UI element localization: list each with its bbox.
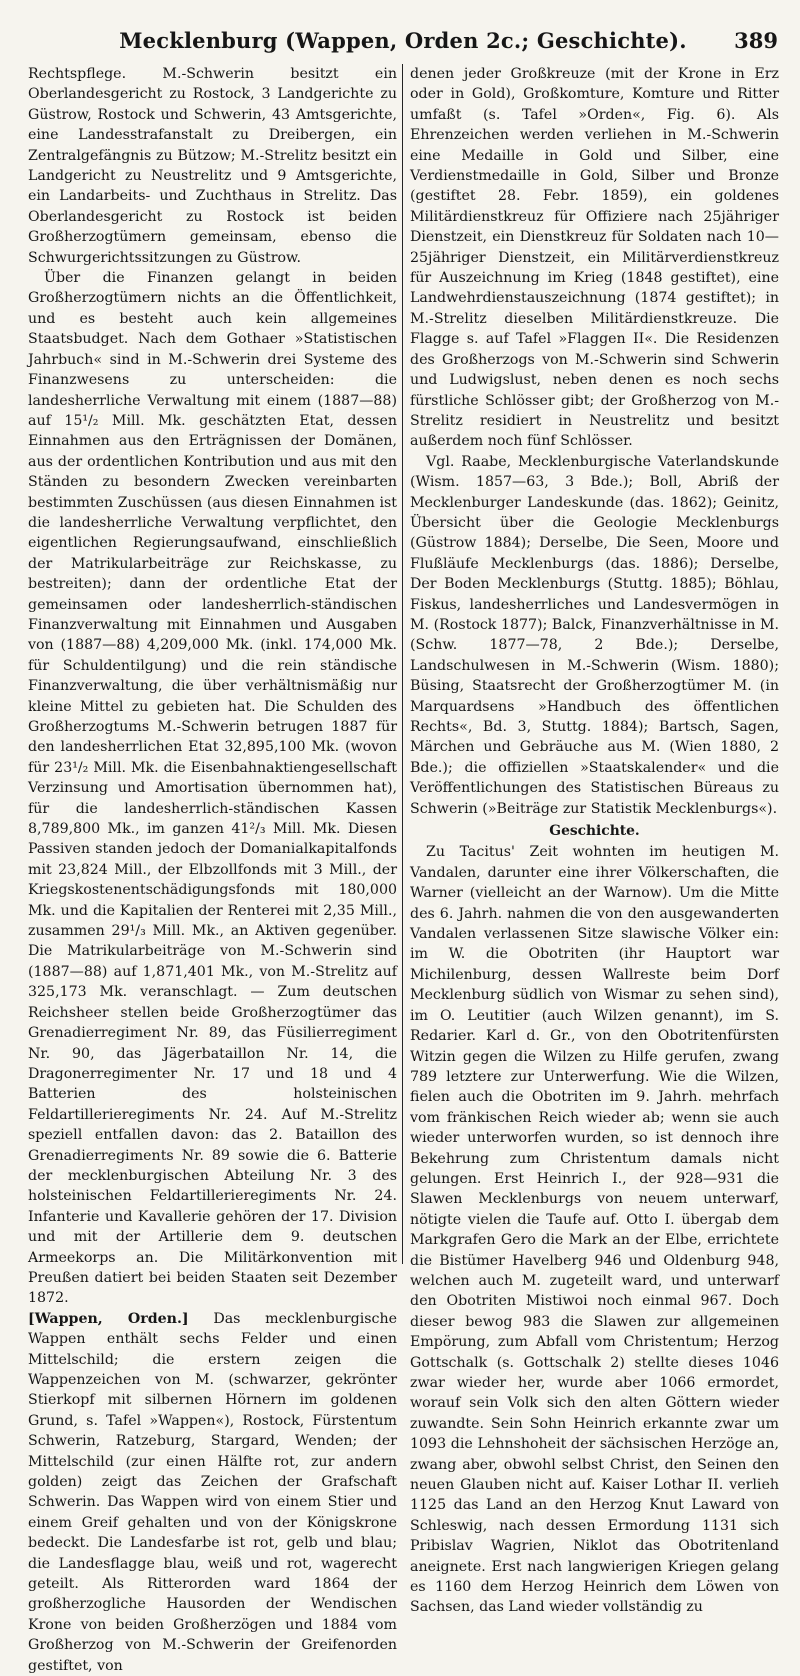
- column-divider: [402, 64, 403, 1264]
- paragraph-orden-continued: denen jeder Großkreuze (mit der Krone in Erz oder in Gold), Großkomture, Komture und Ritter umfaßt (s. Tafel »Orden«, Fig. 6). Als Ehrenzeichen werden verliehen in M.-Schwerin eine Medaille in Gold und Silber, eine Verdienstmedaille in Gold, Silber und Bronze (gestiftet 28. Febr. 1859), ein goldenes Militärdienstkreuz für Offiziere nach 25jähriger Dienstzeit, ein Dienstkreuz für Soldaten nach 10—25jähriger Dienstzeit, ein Militärverdienstkreuz für Auszeichnung im Krieg (1848 gestiftet), eine Landwehrdienstauszeichnung (1874 gestiftet); in M.-Strelitz dieselben Militärdienstkreuze. Die Flagge s. auf Tafel »Flaggen II«. Die Residenzen des Großherzogs von M.-Schwerin sind Schwerin und Ludwigslust, neben denen es noch sechs fürstliche Schlösser gibt; der Großherzog von M.-Strelitz residiert in Neustrelitz und besitzt außerdem noch fünf Schlösser.: [410, 66, 779, 450]
- page-number: 389: [734, 28, 778, 53]
- paragraph-finanzen: Über die Finanzen gelangt in beiden Großherzogtümern nichts an die Öffentlichkeit, und es besteht auch kein allgemeines Staatsbudget. Nach dem Gothaer »Statistischen Jahrbuch« sind in M.-Schwerin drei Systeme des Finanzwesens zu unterscheiden: die landesherrliche Verwaltung mit einem (1887—88) auf 15¹/₂ Mill. Mk. geschätzten Etat, dessen Einnahmen aus den Erträgnissen der Domänen, aus der ordentlichen Kontribution und aus mit den Ständen zu besondern Zwecken vereinbarten bestimmten Zuschüssen (aus diesen Einnahmen ist die landesherrliche Verwaltung verpflichtet, den eigentlichen Regierungsaufwand, einschließlich der Matrikularbeiträge zur Reichskasse, zu bestreiten); dann der ordentliche Etat der gemeinsamen oder landesherrlich-ständischen Finanzverwaltung mit Einnahmen und Ausgaben von (1887—88) 4,209,000 Mk. (inkl. 174,000 Mk. für Schuldentilgung) und die rein ständische Finanzverwaltung, die über verhältnismäßig nur kleine Mittel zu gebieten hat. Die Schulden des Großherzogtums M.-Schwerin betrugen 1887 für den landesherrlichen Etat 32,895,100 Mk. (wovon für 23¹/₂ Mill. Mk. die Eisenbahnaktiengesellschaft Verzinsung und Amortisation übernommen hat), für die landesherrlich-ständischen Kassen 8,789,800 Mk., im ganzen 41²/₃ Mill. Mk. Diesen Passiven standen jedoch der Domanialkapitalfonds mit 23,824 Mill., der Elbzollfonds mit 3 Mill., der Kriegskostenentschädigungsfonds mit 180,000 Mk. und die Kapitalien der Renterei mit 2,35 Mill., zusammen 29¹/₃ Mill. Mk., an Aktiven gegenüber. Die Matrikularbeiträge von M.-Schwerin sind (1887—88) auf 1,871,401 Mk., von M.-Strelitz auf 325,173 Mk. veranschlagt. — Zum deutschen Reichsheer stellen beide Großherzogtümer das Grenadierregiment Nr. 89, das Füsilierregiment Nr. 90, das Jägerbataillon Nr. 14, die Dragonerregimenter Nr. 17 und 18 und 4 Batterien des holsteinischen Feldartillerieregiments Nr. 24. Auf M.-Strelitz speziell entfallen davon: das 2. Bataillon des Grenadierregiments Nr. 89 sowie die 6. Batterie der mecklenburgischen Abteilung Nr. 3 des holsteinischen Feldartillerieregiments Nr. 24. Infanterie und Kavallerie gehören der 17. Division und mit der Artillerie dem 9. deutschen Armeekorps an. Die Militärkonvention mit Preußen datiert bei beiden Staaten seit Dezember 1872.: [28, 270, 397, 1307]
- left-column: [28, 64, 398, 1674]
- running-title: Mecklenburg (Wappen, Orden 2c.; Geschichte).: [119, 28, 687, 53]
- right-column: [410, 64, 779, 1616]
- paragraph-wappen-text: Das mecklenburgische Wappen enthält sechs Felder und einen Mittelschild; die erstern zeigen die Wappenzeichen von M. (schwarzer, gekrönter Stierkopf mit silbernen Hörnern im goldenen Grund, s. Tafel »Wappen«), Rostock, Fürstentum Schwerin, Ratzeburg, Stargard, Wenden; der Mittelschild (zur einen Hälfte rot, zur andern golden) zeigt das Zeichen der Grafschaft Schwerin. Das Wappen wird von einem Stier und einem Greif gehalten und von der Königskrone bedeckt. Die Landesfarbe ist rot, gelb und blau; die Landesflagge blau, weiß und rot, wagerecht geteilt. Als Ritterorden ward 1864 der großherzogliche Hausorden der Wendischen Krone von beiden Großherzögen und 1884 vom Großherzog von M.-Schwerin der Greifenorden gestiftet, von: [28, 1310, 398, 1674]
- paragraph-geschichte: Zu Tacitus' Zeit wohnten im heutigen M. Vandalen, darunter eine ihrer Völkerschaften, die Warner (vielleicht an der Warnow). Um die Mitte des 6. Jahrh. nahmen die von den ausgewanderten Vandalen verlassenen Sitze slawische Völker ein: im W. die Obotriten (ihr Hauptort war Michilenburg, dessen Wallreste beim Dorf Mecklenburg südlich von Wismar zu sehen sind), im O. Leutitier (auch Wilzen genannt), im S. Redarier. Karl d. Gr., von den Obotritenfürsten Witzin gegen die Wilzen zu Hilfe gerufen, zwang 789 letztere zur Unterwerfung. Wie die Wilzen, fielen auch die Obotriten im 9. Jahrh. mehrfach vom fränkischen Reich wieder ab; wenn sie auch wieder unterworfen wurden, so ist dennoch ihre Bekehrung zum Christentum damals nicht gelungen. Erst Heinrich I., der 928—931 die Slawen Mecklenburgs von neuem unterwarf, nötigte vielen die Taufe auf. Otto I. übergab dem Markgrafen Gero die Mark an der Elbe, errichtete die Bistümer Havelberg 946 und Oldenburg 948, welchen auch M. zugeteilt ward, und unterwarf den Obotriten Mistiwoi noch einmal 967. Doch dieser bewog 983 die Slawen zur allgemeinen Empörung, zum Abfall vom Christentum; Herzog Gottschalk (s. Gottschalk 2) stellte dieses 1046 zwar wieder her, wurde aber 1066 ermordet, worauf sein Volk sich den alten Göttern wieder zuwandte. Sein Sohn Heinrich erkannte zwar um 1093 die Lehnshoheit der sächsischen Herzöge an, zwang aber, obwohl selbst Christ, den Seinen den neuen Glauben nicht auf. Kaiser Lothar II. verlieh 1125 das Land an den Herzog Knut Laward von Schleswig, nach dessen Ermordung 1131 sich Pribislav Wagrien, Niklot das Obotritenland aneignete. Erst nach langwierigen Kriegen gelang es 1160 dem Herzog Heinrich dem Löwen von Sachsen, das Land wieder vollständig zu: [410, 844, 779, 1616]
- paragraph-wappen: [28, 1309, 397, 1676]
- section-heading-geschichte: Geschichte.: [549, 823, 640, 840]
- paragraph-lead-wappen: [Wappen, Orden.]: [28, 1310, 189, 1327]
- running-head: [28, 26, 778, 56]
- paragraph-literatur: Vgl. Raabe, Mecklenburgische Vaterlandskunde (Wism. 1857—63, 3 Bde.); Boll, Abriß der Mecklenburger Landeskunde (das. 1862); Geinitz, Übersicht über die Geologie Mecklenburgs (Güstrow 1884); Derselbe, Die Seen, Moore und Flußläufe Mecklenburgs (das. 1886); Derselbe, Der Boden Mecklenburgs (Stuttg. 1885); Böhlau, Fiskus, landesherrliches und Landesvermögen in M. (Rostock 1877); Balck, Finanzverhältnisse in M. (Schw. 1877—78, 2 Bde.); Derselbe, Landschulwesen in M.-Schwerin (Wism. 1880); Büsing, Staatsrecht der Großherzogtümer M. (in Marquardsens »Handbuch des öffentlichen Rechts«, Bd. 3, Stuttg. 1884); Bartsch, Sagen, Märchen und Gebräuche aus M. (Wien 1880, 2 Bde.); die offiziellen »Staatskalender« und die Veröffentlichungen des Statistischen Büreaus zu Schwerin (»Beiträge zur Statistik Mecklenburgs«).: [410, 453, 779, 817]
- paragraph-rechtspflege: Rechtspflege. M.-Schwerin besitzt ein Oberlandesgericht zu Rostock, 3 Landgerichte zu Güstrow, Rostock und Schwerin, 43 Amtsgerichte, eine Landesstrafanstalt zu Dreibergen, ein Zentralgefängnis zu Bützow; M.-Strelitz besitzt ein Landgericht zu Neustrelitz und 9 Amtsgerichte, ein Landarbeits- und Zuchthaus in Strelitz. Das Oberlandesgericht zu Rostock ist beiden Großherzogtümern gemeinsam, ebenso die Schwurgerichtssitzungen zu Güstrow.: [28, 66, 397, 266]
